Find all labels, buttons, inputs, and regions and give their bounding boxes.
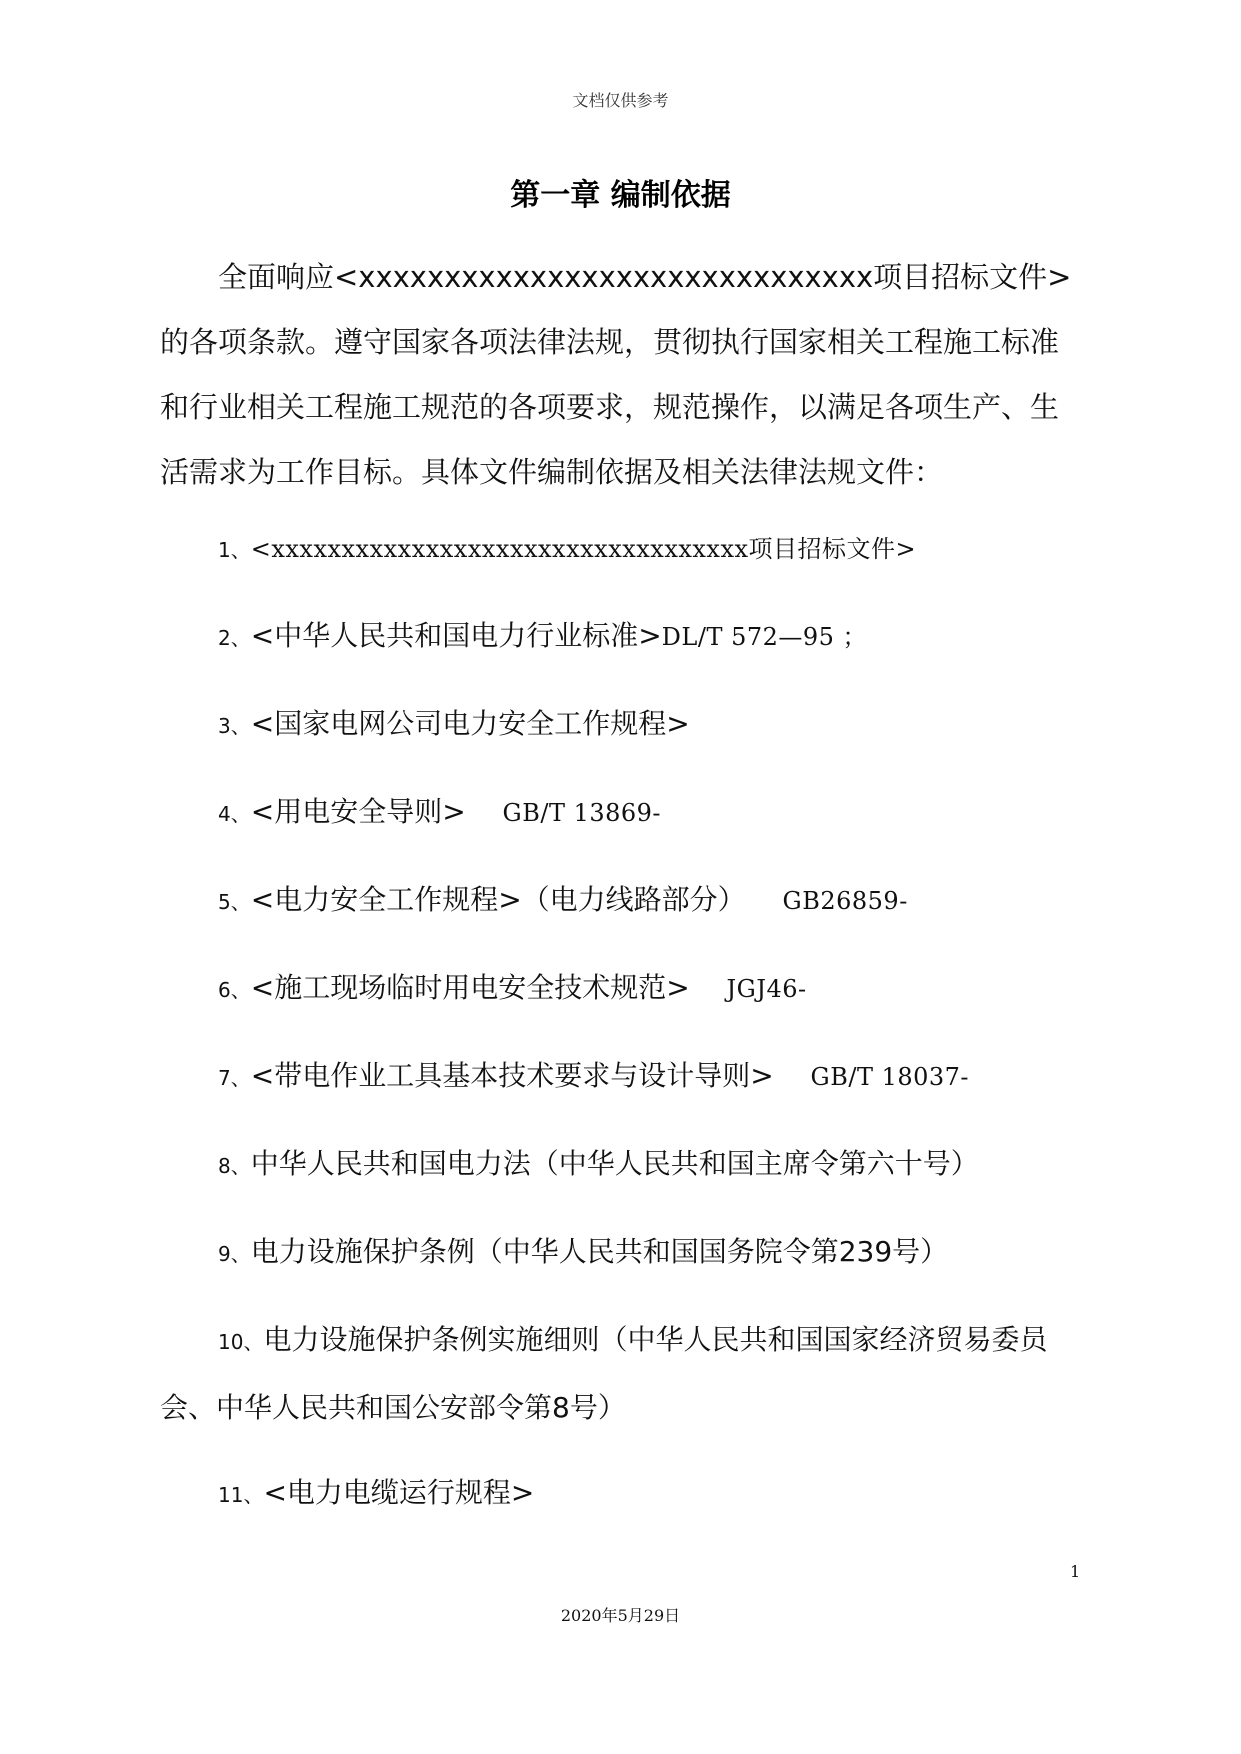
chapter-title: 第一章 编制依据 [510,178,731,213]
item-text: <国家电网公司电力安全工作规程> [250,707,690,740]
item-number: 11、 [218,1483,264,1507]
item-text: <用电安全导则> [250,795,466,828]
item-number: 6、 [218,978,251,1002]
item-text: <xxxxxxxxxxxxxxxxxxxxxxxxxxxxxxxxxx项目招标文件> [250,535,917,563]
list-item [160,603,1085,671]
item-code: GB/T 13869- [502,799,662,827]
item-text: 中华人民共和国电力法（中华人民共和国主席令第六十号） [250,1147,979,1180]
list-item [160,1307,1085,1440]
item-number: 3、 [218,714,251,738]
basis-list [160,515,1085,1548]
list-item [160,955,1085,1023]
item-text: <中华人民共和国电力行业标准> [250,619,662,652]
list-item [160,691,1085,759]
item-text: <带电作业工具基本技术要求与设计导则> [250,1059,774,1092]
item-text: <电力电缆运行规程> [263,1476,535,1509]
item-number: 10、 [218,1330,264,1354]
intro-paragraph: 全面响应<xxxxxxxxxxxxxxxxxxxxxxxxxxxxxx项目招标文件>的各项条款。遵守国家各项法律法规，贯彻执行国家相关工程施工标准和行业相关工程施工规范的各项要求，规范操作，以满足各项生产、生活需求为工作目标。具体文件编制依据及相关法律法规文件： [160,260,1072,489]
list-item [160,515,1085,583]
item-code: GB/T 18037- [810,1063,970,1091]
item-number: 5、 [218,890,251,914]
list-item [160,1131,1085,1199]
item-text: 电力设施保护条例（中华人民共和国国务院令第239号） [250,1235,949,1268]
list-item [160,1043,1085,1111]
list-item [160,779,1085,847]
item-code: DL/T 572—95 ； [661,623,868,651]
item-number: 8、 [218,1154,251,1178]
footer-date: 2020年5月29日 [560,1606,681,1625]
list-item [160,1219,1085,1287]
list-item [160,1460,1085,1528]
item-text: <电力安全工作规程>（电力线路部分） [250,883,746,916]
header-note: 文档仅供参考 [572,91,669,110]
item-number: 1、 [218,538,251,562]
list-item [160,867,1085,935]
page-number: 1 [1070,1562,1081,1581]
item-text: <施工现场临时用电安全技术规范> [250,971,690,1004]
item-text: 电力设施保护条例实施细则（中华人民共和国国家经济贸易委员会、中华人民共和国公安部令第8号） [160,1323,1048,1424]
item-number: 4、 [218,802,251,826]
item-code: JGJ46- [726,975,807,1003]
item-number: 2、 [218,626,251,650]
item-code: GB26859- [782,887,908,915]
item-number: 9、 [218,1242,251,1266]
item-number: 7、 [218,1066,251,1090]
